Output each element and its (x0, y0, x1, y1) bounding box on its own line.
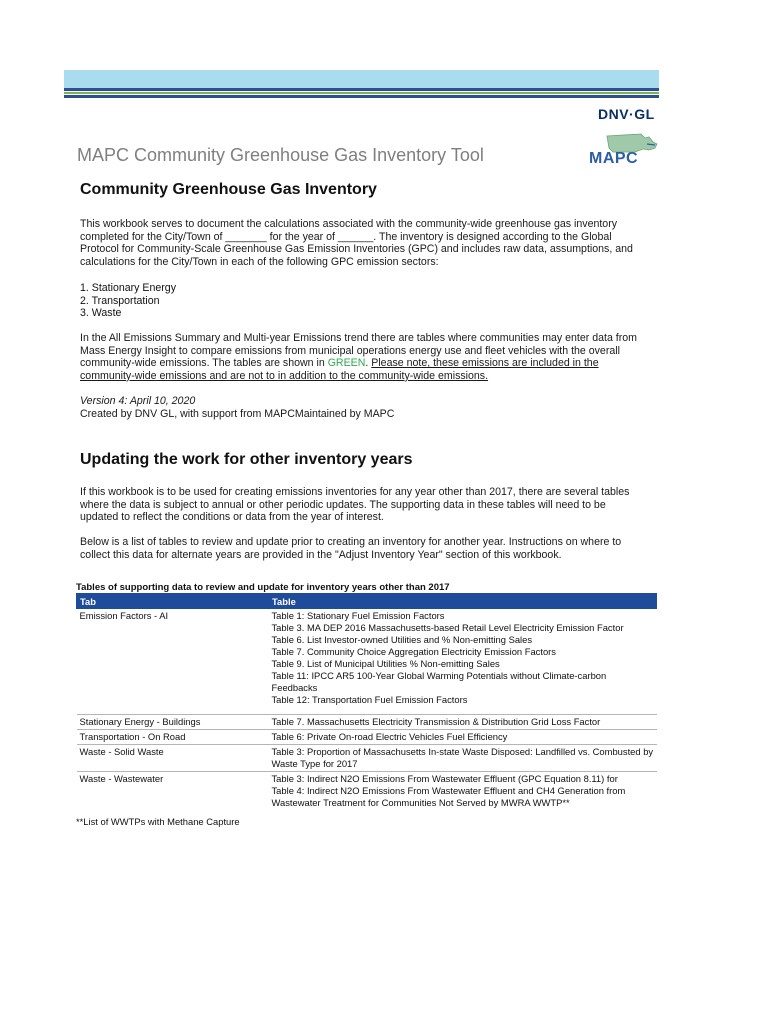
header-band-green (64, 92, 659, 94)
tables-cell: Table 7. Massachusetts Electricity Transmission & Distribution Grid Loss Factor (269, 715, 657, 730)
emissions-note-underlined: Please note, these emissions are included in the community-wide emissions and are not to in addition to the community-wide emissions. (80, 357, 599, 382)
tables-cell: Table 3: Proportion of Massachusetts In-state Waste Disposed: Landfilled vs. Combusted by Waste Type for 2017 (269, 745, 657, 772)
intro-paragraph: This workbook serves to document the calculations associated with the community-wide greenhouse gas inventory completed for the City/Town of _______ for the year of ______. The inventory is designed according to the Global Protocol for Community-Scale Greenhouse Gas Emission Inventories (GPC) and includes raw data, assumptions, and calculations for the City/Town in each of the following GPC emission sectors: (80, 218, 633, 268)
table-row (77, 730, 657, 745)
column-header-tab: Tab (77, 594, 269, 609)
list-item: 3. Waste (80, 307, 122, 320)
table-header-row (77, 594, 657, 609)
dnv-gl-logo: DNV·GL (598, 106, 655, 122)
tables-cell: Table 1: Stationary Fuel Emission Factors Table 3. MA DEP 2016 Massachusetts-based Retail Level Electricity Emission Factor Table 6. List Investor-owned Utilities and % Non-emitting Sales Table 7. Community Choice Aggregation Electricity Emission Factors Table 9. List of Municipal Utilities % Non-emitting Sales Table 11: IPCC AR5 100-Year Global Warming Potentials without Climate-carbon Feedbacks Table 12: Transportation Fuel Emission Factors (271, 610, 624, 705)
created-by-label: Created by DNV GL, with support from MAPCMaintained by MAPC (80, 408, 395, 420)
mapc-logo (583, 130, 663, 170)
page-title: MAPC Community Greenhouse Gas Inventory Tool (77, 145, 484, 165)
header-band-blue-bottom (64, 95, 659, 98)
list-item: 1. Stationary Energy (80, 282, 176, 294)
updating-paragraph-1: If this workbook is to be used for creating emissions inventories for any year other than 2017, there are several tables where the data is subject to annual or other periodic updates. The supporting data in these tables will need to be updated to reflect the conditions or data from the year of interest. (80, 486, 630, 524)
table-caption: Tables of supporting data to review and update for inventory years other than 2017 (76, 582, 450, 593)
tables-cell: Table 3: Indirect N2O Emissions From Wastewater Effluent (GPC Equation 8.11) for Table 4: Indirect N2O Emissions From Wastewater Effluent and CH4 Generation from Wastewater Treatment for Communities Not Served by MWRA WWTP** (269, 772, 657, 811)
column-header-table: Table (269, 594, 657, 609)
updating-paragraph-2: Below is a list of tables to review and update prior to creating an inventory for another year. Instructions on where to collect this data for alternate years are provided in the "Adjust Inventory Year" section of this workbook. (80, 536, 622, 561)
emissions-note-text: In the All Emissions Summary and Multi-year Emissions trend there are tables where communities may enter data from Mass Energy Insight to compare emissions from municipal operations energy use and fleet vehicles with the overall community-wide emissions. The tables are shown in (80, 332, 637, 370)
table-footnote: **List of WWTPs with Methane Capture (76, 816, 240, 827)
mapc-logo-text: MAPC (589, 150, 639, 167)
intro-heading: Community Greenhouse Gas Inventory (80, 181, 377, 198)
tab-cell: Emission Factors - AI (79, 610, 169, 621)
table-row (77, 745, 657, 772)
tab-cell: Waste - Wastewater (77, 772, 269, 811)
header-band-cyan (64, 70, 659, 88)
emissions-note (80, 332, 640, 382)
green-highlight: GREEN (327, 357, 366, 370)
emissions-note-period: . (365, 357, 372, 370)
updating-heading: Updating the work for other inventory years (80, 451, 413, 468)
table-row (77, 609, 657, 715)
tab-cell: Stationary Energy - Buildings (77, 715, 269, 730)
table-row (77, 772, 657, 811)
tables-cell: Table 6: Private On-road Electric Vehicles Fuel Efficiency (269, 730, 657, 745)
header-band-blue-top (64, 88, 659, 91)
table-row (77, 715, 657, 730)
version-label: Version 4: April 10, 2020 (80, 395, 196, 407)
supporting-data-table (76, 593, 657, 810)
list-item: 2. Transportation (80, 294, 160, 307)
sector-list (80, 282, 176, 320)
tab-cell: Waste - Solid Waste (77, 745, 269, 772)
tab-cell: Transportation - On Road (77, 730, 269, 745)
